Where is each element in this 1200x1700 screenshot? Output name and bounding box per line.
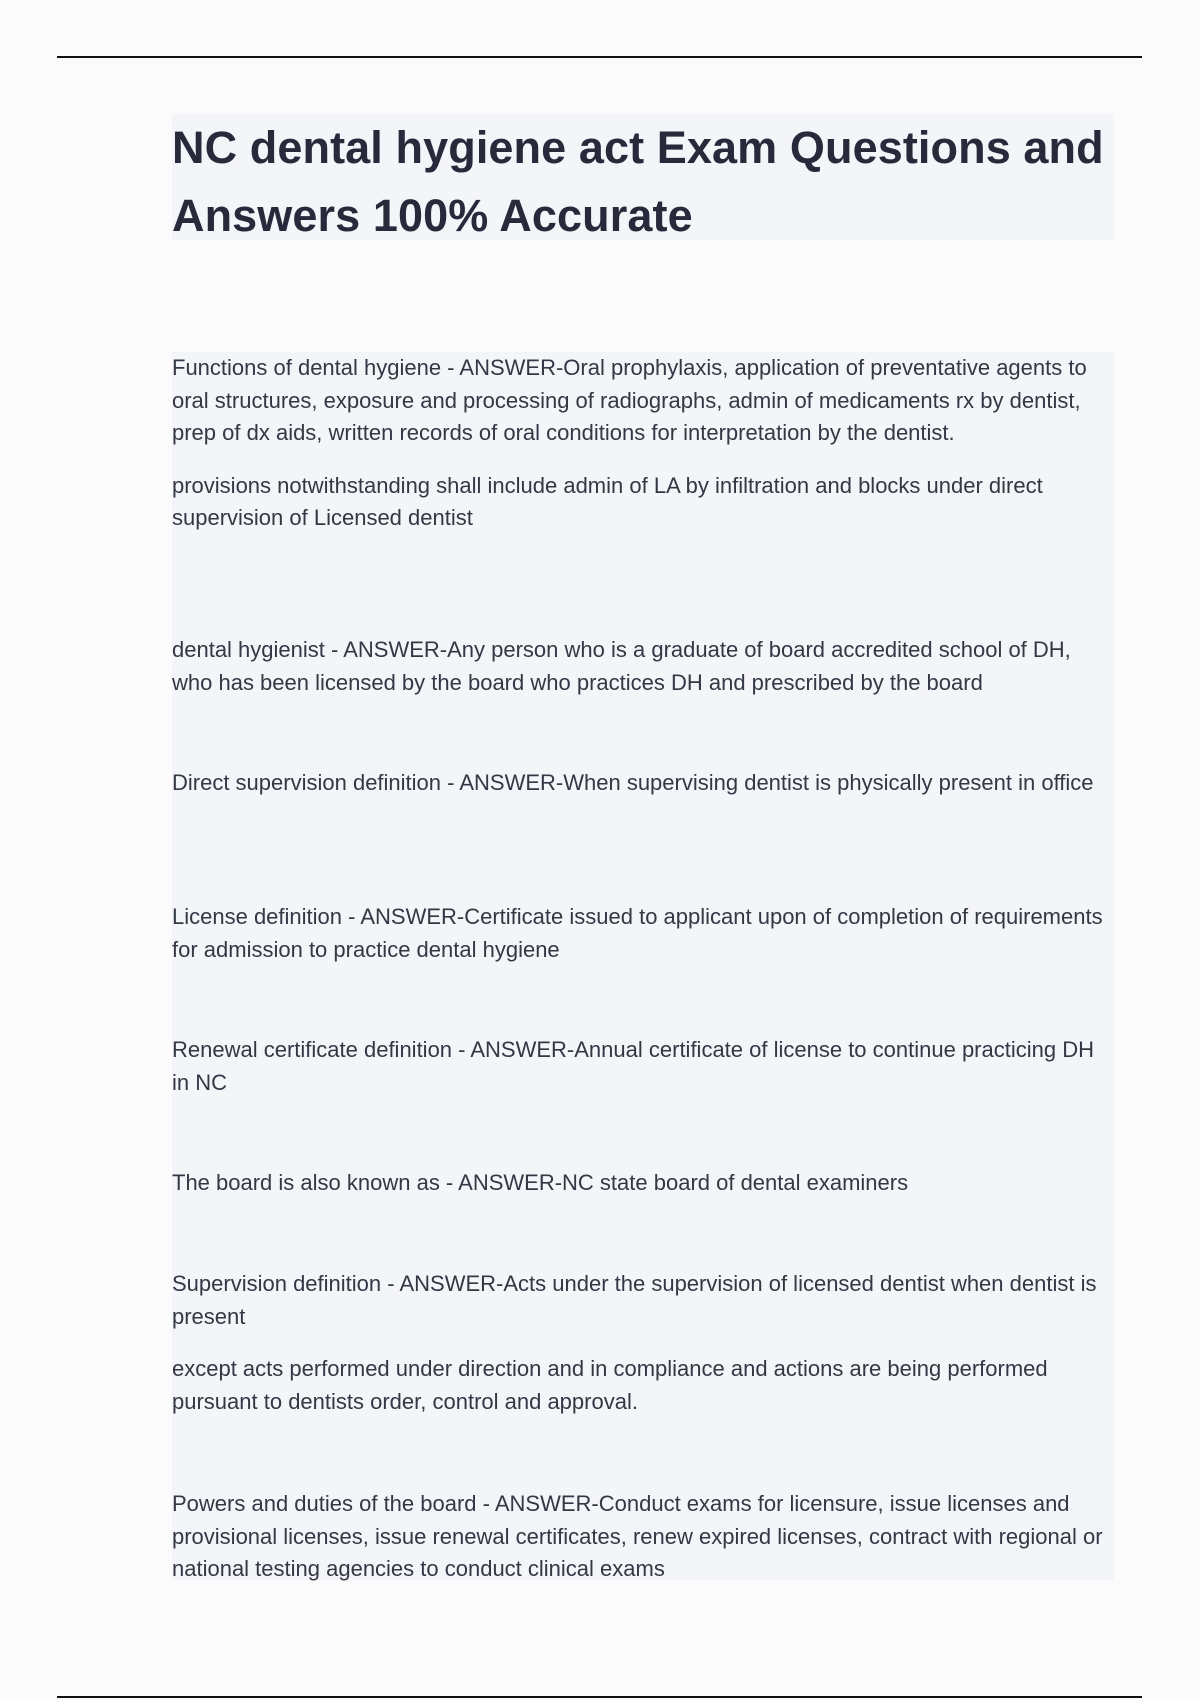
qa-content — [172, 352, 1114, 1580]
qa-paragraph: Functions of dental hygiene - ANSWER-Oral prophylaxis, application of preventative agents to oral structures, exposure and processing of radiographs, admin of medicaments rx by dentist, prep of dx aids, written records of oral conditions for interpretation by the dentist. — [172, 355, 1087, 445]
qa-entry — [172, 1167, 1114, 1200]
qa-entry — [172, 352, 1114, 535]
qa-entry — [172, 634, 1114, 699]
qa-entry — [172, 1034, 1114, 1099]
qa-paragraph: dental hygienist - ANSWER-Any person who is a graduate of board accredited school of DH, who has been licensed by the board who practices DH and prescribed by the board — [172, 637, 1071, 695]
header-rule — [57, 56, 1142, 58]
qa-paragraph: Powers and duties of the board - ANSWER-Conduct exams for licensure, issue licenses and provisional licenses, issue renewal certificates, renew expired licenses, contract with regional or national testing agencies to conduct clinical exams — [172, 1491, 1103, 1581]
qa-paragraph: Supervision definition - ANSWER-Acts under the supervision of licensed dentist when dentist is present — [172, 1271, 1097, 1329]
qa-entry — [172, 1268, 1114, 1418]
qa-entry — [172, 1488, 1114, 1586]
qa-paragraph: Renewal certificate definition - ANSWER-Annual certificate of license to continue practicing DH in NC — [172, 1037, 1094, 1095]
qa-paragraph: The board is also known as - ANSWER-NC state board of dental examiners — [172, 1170, 909, 1195]
qa-paragraph: provisions notwithstanding shall include admin of LA by infiltration and blocks under direct supervision of Licensed dentist — [172, 472, 1043, 530]
title-block — [172, 114, 1114, 240]
document-title: NC dental hygiene act Exam Questions and Answers 100% Accurate — [172, 122, 1104, 241]
qa-entry — [172, 901, 1114, 966]
footer-rule — [57, 1696, 1142, 1698]
qa-paragraph: Direct supervision definition - ANSWER-When supervising dentist is physically present in office — [172, 770, 1094, 795]
qa-paragraph: except acts performed under direction and in compliance and actions are being performed pursuant to dentists order, control and approval. — [172, 1356, 1048, 1414]
qa-paragraph: License definition - ANSWER-Certificate issued to applicant upon of completion of requirements for admission to practice dental hygiene — [172, 904, 1103, 962]
qa-entry — [172, 767, 1114, 800]
